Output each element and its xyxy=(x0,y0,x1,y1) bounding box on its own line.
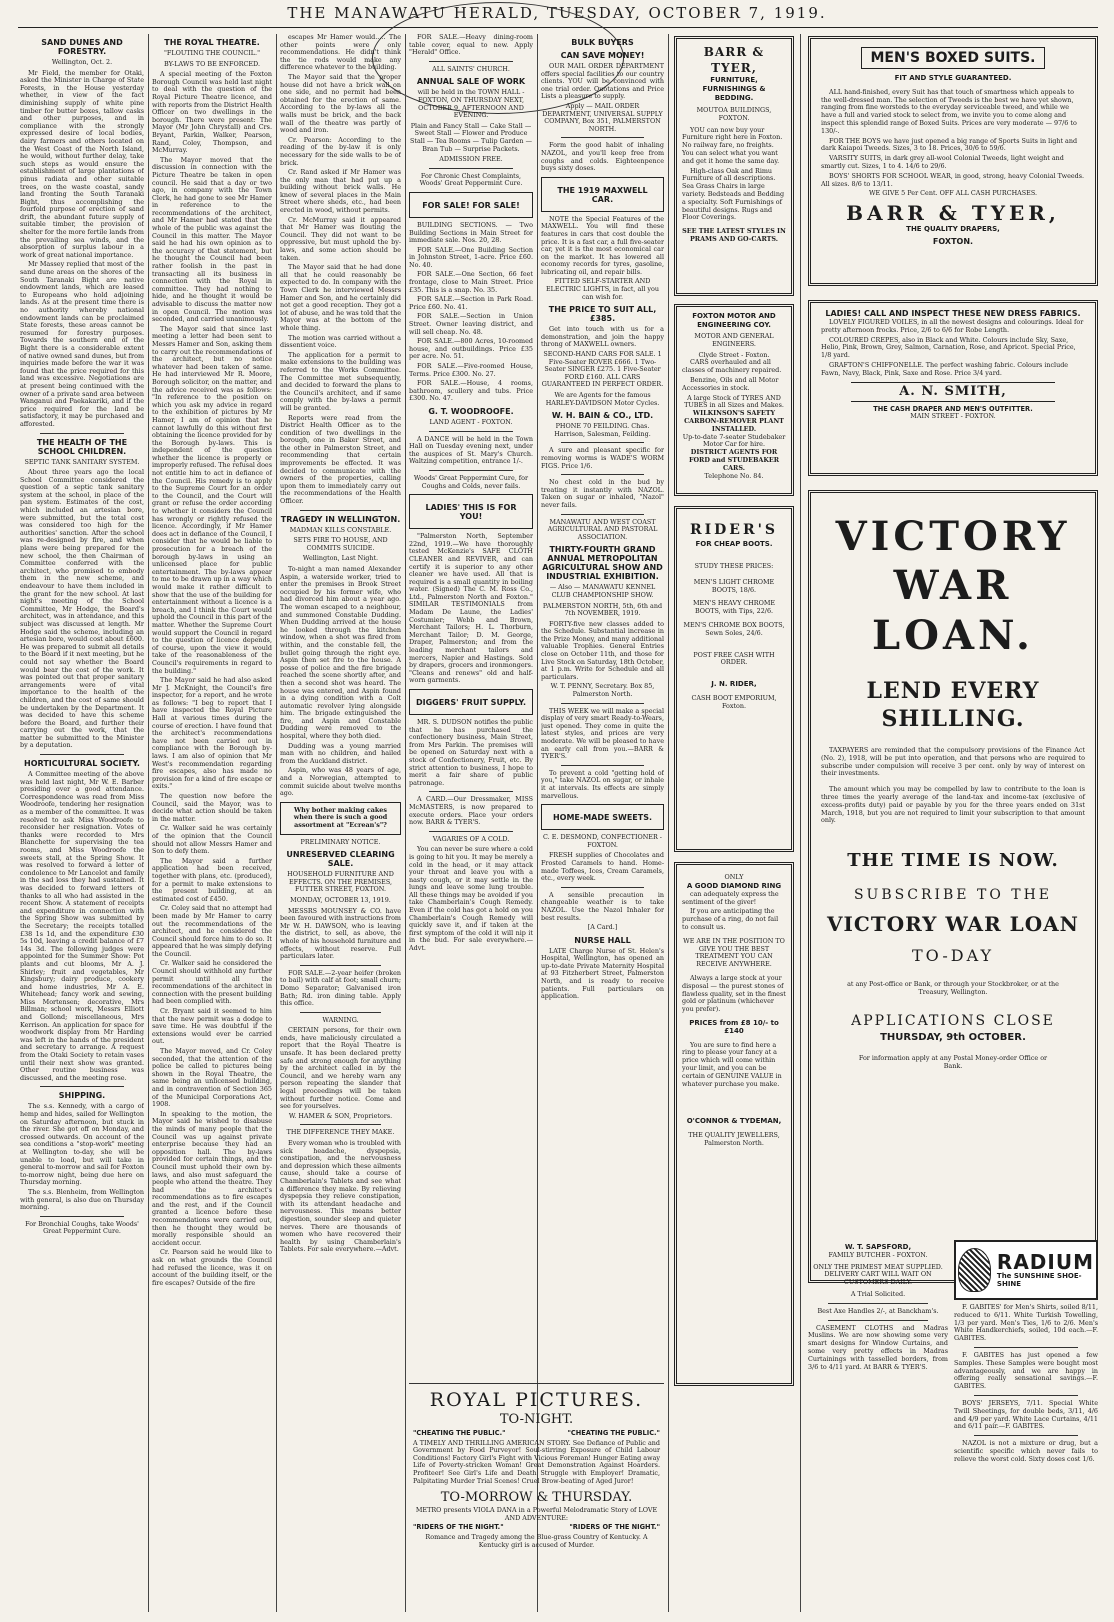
ad-text: A large Stock of TYRES AND TUBES in all Sizes and Makes. xyxy=(684,393,784,410)
column-rule xyxy=(800,34,801,1612)
nazol-ad: To prevent a cold "getting hold of you," take NAZOL on sugar, or inhale it at intervals. Its effects are simply marvellous. xyxy=(541,768,664,800)
article-paragraph: To-night a man named Alexander Aspin, a waterside worker, tried to enter the premises in Brook Street occupied by his former wife, who had divorced him about a year ago. The woman escaped to a neighbour, and summoned Constable Dudding. When Dudding arrived at the house he looked through the kitchen window, when a shot was fired from within, and the constable fell, the bullet going through the right eye. Aspin then set fire to the house. A posse of police and the fire brigade reached the scene shortly after, and then a second shot was heard. The house was entered, and Aspin found in a dying condition with a Colt automatic revolver lying alongside him. The brigade extinguished the fire, and Aspin and Constable Dudding were removed to the hospital, where they both died. xyxy=(280,565,401,741)
subheadline: MADMAN KILLS CONSTABLE. xyxy=(289,525,392,534)
face-illustration-icon xyxy=(958,1248,991,1292)
divider xyxy=(300,1124,381,1125)
ad-text: We are Agents for the famous HARLEY-DAVIDSON Motor Cycles. xyxy=(545,391,660,407)
article-paragraph: Aspin, who was 48 years of age, and a Norwegian, attempted to commit suicide about twelve months ago. xyxy=(280,766,401,798)
ad-text: F. GABITES has just opened a few Samples. These Samples were bought most advantageously, and we are happy in offering really sensational savings.—F. GABITES. xyxy=(954,1350,1098,1391)
ad-text: A TIMELY AND THRILLING AMERICAN STORY. See Defiance of Public and Government by Food Purveyor! Soul-stirring Exposure of Child Labour Conditions! Factory Girl's Fight with Vicious Foreman! Hunger Eating away Life of Poverty-stricken Woman! Great Demonstration Against Hoarders. Profiteer! See Girl's Life and Death Struggle with Employer! Dramatic, Palpitating Murder Trial Scenes! Cruel Brow-beating of Aged Juror! xyxy=(413,1438,660,1485)
ad-text: PALMERSTON NORTH, 5th, 6th and 7th NOVEMBER, 1919. xyxy=(542,601,663,618)
radium-logo-box xyxy=(954,1240,1098,1300)
ad-text: HOUSEHOLD FURNITURE AND EFFECTS. ON THE PREMISES, FUTTER STREET, FOXTON. xyxy=(287,870,394,894)
ad-heading: VAGARIES OF A COLD. xyxy=(432,834,510,843)
headline-school-health: THE HEALTH OF THE SCHOOL CHILDREN. xyxy=(36,437,128,456)
ad-heading: LADIES' THIS IS FOR YOU! xyxy=(425,503,517,522)
ad-subtitle: SUBSCRIBE TO THE xyxy=(853,887,1053,904)
article-paragraph: Reports were read from the District Health Officer as to the condition of two dwellings in the borough, one in Baker Street, and the other in Palmerston Street, and recommending that certain improvements be effected. It was decided to communicate with the owners of the properties, calling upon them to immediately carry out the recommendations of the Health Officer. xyxy=(280,413,401,506)
an-smith-ad xyxy=(808,300,1098,476)
headline-horticultural: HORTICULTURAL SOCIETY. xyxy=(24,759,140,769)
ad-text: will be held in the TOWN HALL - FOXTON, ON THURSDAY NEXT, OCTOBER 9, AFTERNOON AND EVENING. xyxy=(417,88,525,120)
divider xyxy=(40,1216,124,1217)
headline-tragedy: TRAGEDY IN WELLINGTON. xyxy=(280,514,401,524)
film-title: "CHEATING THE PUBLIC." xyxy=(567,1429,660,1437)
ad-subtitle: MOTOR AND GENERAL ENGINEERS. xyxy=(694,332,774,348)
article-paragraph: The question now before the Council, said the Mayor, was to decide what action should be taken in the matter. xyxy=(152,792,272,823)
article-paragraph: escapes Mr Hamer would..... The other points were only recommendations. He didn't think the tie rods would make any difference whatever to the building. xyxy=(280,34,401,72)
ad-text: FOXTON. xyxy=(932,236,974,246)
ad-text: can adequately express the sentiment of the giver! xyxy=(682,889,779,906)
article-paragraph: Cr. Walker said he considered the Council should withhold any further permit until all the recommendations of the architect in connection with the present building had been complied with. xyxy=(152,959,272,1006)
column-1 xyxy=(20,34,144,1614)
listing: FOR SALE.—House, 4 rooms, bathroom, scullery and tubs. Price £300. No. 47. xyxy=(409,379,533,403)
column-6 xyxy=(674,36,794,1608)
ad-title: VICTORY xyxy=(835,513,1071,560)
nazol-ad: NAZOL is not a mixture or drug, but a scientific specific which never fails to relieve the worst cold. Sixty doses cost 1/6. xyxy=(954,1439,1098,1463)
ad-text: FORTY-five new classes added to the Schedule. Substantial increase in the Prize Money, and many additional valuable Trophies. General Entries close on October 11th, and those for Live Stock on Saturday, 18th October, at 1 p.m. Write for Schedule and all particulars. xyxy=(541,619,664,681)
victory-loan-ad xyxy=(808,490,1098,1283)
column-rule xyxy=(537,34,538,1612)
price-item: MEN'S HEAVY CHROME BOOTS, with Tips, 22/6. xyxy=(692,599,776,616)
divider xyxy=(974,1435,1078,1436)
for-sale-box xyxy=(409,192,533,218)
headline-shipping: SHIPPING. xyxy=(58,1091,106,1101)
ad-company: A. N. SMITH, xyxy=(851,382,1055,402)
ad-company: J. N. RIDER, xyxy=(711,680,757,689)
article-paragraph: The Mayor said that he had done all that he could reasonably be expected to do. In company with the Town Clerk he interviewed Messrs Hamer and Son, and he certainly did not get a good reception. They got a lot of abuse, and he was told that the Mayor was at the bottom of the whole thing. xyxy=(280,263,401,332)
clearing-sale-heading: UNRESERVED CLEARING SALE. xyxy=(286,850,395,869)
ad-text: at any Post-office or Bank, or through your Stockbroker, or at the Treasury, Wellington. xyxy=(847,980,1059,996)
article-paragraph: The Mayor said he had also asked Mr J. McKnight, the Council's fire inspector, for a report, and he wrote as follows: "I beg to report that I have inspected the Royal Picture Hall at various times during the course of erection. I have found that the architect's recommendations have not been carried out in compliance with the Borough by-laws. I am also of opinion that Mr West's recommendation regarding fire escapes, also has made no provision for a kind of fire escape or exits." xyxy=(152,676,272,791)
ad-text: MESSRS MOUNSEY & CO. have been favoured with instructions from Mr W. H. DAWSON, who is leaving the district, to sell, as above, the whole of his household furniture and effects, without reserve. Full particulars later. xyxy=(280,906,401,961)
ad-text: ADMISSION FREE. xyxy=(439,155,503,164)
ad-text: YOU can now buy your Furniture right here in Foxton. No railway fare, no freights. You can select what you want and get it home the same day. xyxy=(682,125,783,165)
subheadline: SETS FIRE TO HOUSE, AND COMMITS SUICIDE. xyxy=(293,536,388,552)
ad-text: The amount which you may be compelled by law to contribute to the loan is three times the yearly average of the land-tax and income-tax (exclusive of excess-profits duty) paid or payable by you for the three years ended on 31st March, 1918, but you are not required to limit your subscription to that amount only. xyxy=(821,785,1085,825)
divider xyxy=(429,168,513,169)
divider xyxy=(300,965,381,966)
sweets-box xyxy=(541,804,664,830)
ad-text: [A Card.] xyxy=(587,923,618,932)
ad-subtitle: TO-MORROW & THURSDAY. xyxy=(440,1490,633,1506)
ad-title: LADIES! CALL AND INSPECT THESE NEW DRESS FABRICS. xyxy=(825,309,1081,318)
article-paragraph: Mr Massey replied that most of the sand dune areas on the shores of the South Taranaki Bight are native endowment lands, which are leased to Europeans who hold adjoining lands. As at the present time there is no authority whereby national endowment lands can be proclaimed State forests, these areas cannot be resumed for forestry purposes. Towards the southern end of the Bight there is a considerable extent of native owned sand dunes, but from inquiries made before the war it was found that the price required for this land was excessive. Negotiations are at present being continued with the owner of a private sand area between Wanganui and Paekakariki, and if the price required for the land be satisfactory, it may be purchased and afforested. xyxy=(20,260,144,428)
article-paragraph: In speaking to the motion, the Mayor said he wished to disabuse the minds of many people that the Council was up against private enterprise because they had an opposition hall. The by-laws provided for certain things, and the Council must uphold their own by-laws, and also must safeguard the people who attend the theatre. They had the architect's recommendations as to fire escapes and the rest, and if the Council granted a licence before these recommendations were carried out, then he thought they would be morally responsible should an accident occur. xyxy=(152,1109,272,1247)
divider xyxy=(40,433,124,434)
divider xyxy=(828,1320,928,1321)
sale-of-work-heading: ANNUAL SALE OF WORK xyxy=(416,77,526,87)
article-paragraph: Cr. Rand asked if Mr Hamer was the only man that had put up a building without brick walls. He knew of several places in the Main Street where sheds, etc., had been erected in wood, without permits. xyxy=(280,168,401,215)
ad-subtitle: APPLICATIONS CLOSE xyxy=(851,1012,1055,1029)
column-2 xyxy=(152,34,272,1614)
article-paragraph: Cr. Coley said that no attempt had been made by Mr Hamer to carry out the recommendations of the architect, and he considered the Council should force him to do so. It appeared that he was simply defying the Council. xyxy=(152,904,272,958)
ad-subtitle: FURNITURE, FURNISHINGS & BEDDING. xyxy=(702,76,766,102)
ad-heading: NURSE HALL xyxy=(574,935,631,945)
divider xyxy=(429,791,513,792)
divider xyxy=(561,474,644,475)
foxton-motor-box xyxy=(674,304,794,496)
article-paragraph: A Committee meeting of the above was held last night, Mr W. E. Barber presiding over a good attendance. Correspondence was read from Miss Woodroofe, tendering her resignation as a member of the committee. It was resolved to ask Miss Woodroofe to reconsider her resignation. Votes of thanks were recorded to Mrs Blanchette for supervising the tea rooms, and Miss Woodroofe the sweets stall, at the Spring Show. It was resolved to forward a letter of condolence to Mr Lancelot and family in the sad loss they had sustained. It was decided to forward letters of thanks to all who had assisted in the recent Show. A statement of receipts and expenditure in connection with the Spring Show was submitted by the Secretary; the receipts totalled £38 1s 1d, and the expenditure £30 5s 10d, leaving a credit balance of £7 14s 3d. The following judges were appointed for the Summer Show: Pot plants and cut blooms, Mr A. J. Shirley; fruit and vegetables, Mr Kingsbury; dairy produce, cookery and home industries, Mr A. E. Whitehead; fancy work and sewing, Miss Mortensen; decorative, Mrs Billman; school work, Messrs Elliott and Gollond; miscellaneous, Mrs Kerrison. An application for space for woodwork display from Mr Harding was left in the hands of the president and secretary to arrange. A request from the Otaki Society to retain vases until their next show was granted. Other routine business was discussed, and the meeting rose. xyxy=(20,770,144,1082)
ad-text: CASEMENT CLOTHS and Madras Muslins. We are now showing some very smart designs for Window Curtains, and some very pretty effects in Madras Curtainings with tasselled borders, from 3/6 to 4/11 yard. At BARR & TYER'S. xyxy=(808,1323,948,1371)
article-paragraph: The Mayor moved that the discussion in connection with the Picture Theatre be taken in open council. He said that a day or two ago, in company with the Town Clerk, he had gone to see Mr Hamer in reference to the recommendations of the architect, and Mr Hamer had stated that the whole of the public was against the Council in this matter. The Mayor said he had his own opinion as to the accuracy of that statement, but he thought the Council had been rather foolish in the past in transacting all its business in connection with the Royal in committee. They had nothing to hide, and he thought it would be advisable to discuss the matter now in open Council. The motion was seconded, and carried unanimously. xyxy=(152,155,272,324)
ad-text: High-class Oak and Rimu Furniture of all descriptions. Sea Grass Chairs in large variety. Bedsteads and Bedding a specialty. Soft Furnishings of beautiful designs. Rugs and Floor Coverings. xyxy=(682,166,785,222)
ad-subtitle: TO-DAY xyxy=(911,946,995,966)
listing: FOR SALE.—One Section, 66 feet frontage, close to Main Street. Price £35. This is a snap. No. 35. xyxy=(409,270,533,294)
ad-text: POST FREE CASH WITH ORDER. xyxy=(693,650,775,667)
ad-signature: W. T. PENNY, Secretary. Box 85, Palmerston North. xyxy=(550,682,655,699)
show-heading: THIRTY-FOURTH GRAND ANNUAL METROPOLITAN AGRICULTURAL SHOW AND INDUSTRIAL EXHIBITION. xyxy=(542,545,663,582)
ad-text: COLOURED CREPES, also in Black and White. Colours include Sky, Saxe, Helio, Pink, Brown, Grey, Salmon, Carnation, Rose, and Apricot. Special Price, 1/8 yard. xyxy=(821,335,1076,360)
ad-text: VARSITY SUITS, in dark grey all-wool Colonial Tweeds, light weight and smartly cut. Sizes, 1 to 4. 14/6 to 29/6. xyxy=(821,154,1064,170)
ad-text: LOVELY FIGURED VOILES, in all the newest designs and colourings. Ideal for pretty afternoon frocks. Price, 2/6 to 6/6 for Robe Length. xyxy=(821,318,1084,334)
radium-logo: RADIUM xyxy=(996,1250,1094,1275)
divider xyxy=(40,1086,124,1087)
listing: FOR SALE.—800 Acres, 10-roomed house, and outbuildings. Price £35 per acre. No. 51. xyxy=(409,337,533,361)
film-titles xyxy=(413,1524,660,1532)
bottom-left-ads xyxy=(808,1240,948,1608)
ad-text: MOUTOA BUILDINGS, FOXTON. xyxy=(696,106,772,122)
ad-heading: THE 1919 MAXWELL CAR. xyxy=(557,185,648,204)
ad-text: TAXPAYERS are reminded that the compulsory provisions of the Finance Act (No. 2), 1918, will be put into operation, and that persons who are required to subscribe under compulsion will receive 3 per cent. only by way of interest on their investments. xyxy=(821,746,1085,778)
ad-text: METRO presents VIOLA DANA in a Powerful Melodramatic Story of LOVE AND ADVENTURE: xyxy=(415,1506,658,1522)
dateline: Wellington, Last Night. xyxy=(302,554,379,563)
ad-text: Benzine, Oils and all Motor Accessories in stock. xyxy=(682,375,779,392)
ad-date: MONDAY, OCTOBER 13, 1919. xyxy=(290,895,391,904)
ad-subtitle: THURSDAY, 9th OCTOBER. xyxy=(880,1031,1026,1043)
diggers-box xyxy=(409,689,533,715)
column-3 xyxy=(280,34,401,1614)
ad-text: "Palmerston North, September 22nd, 1919.—We have thoroughly tested McKenzie's SAFE CLOTH CLEANER and REVIVER, and can certify it is superior to any other cleaner we have used. All that is required is a small quantity in boiling water. (Signed) The C. M. Ross Co., Ltd., Palmerston North and Foxton." SIMILAR TESTIMONIALS from Madam De Laune, the Ladies' Costumier; Webb and Brown, Merchant Tailors; H. L. Thorburn, Merchant Tailor; D. M. George, Draper, Palmerston; and from the leading merchant tailors and mercers, Napier and Hastings. Sold by drapers, grocers and ironmongers. "Cleans and renews" old and half-worn garments. xyxy=(409,532,533,685)
divider xyxy=(40,754,124,755)
divider xyxy=(561,887,644,888)
ad-text: ONLY xyxy=(724,873,744,881)
ad-text: PHONE 70 FEILDING. Chas. Harrison, Salesman, Feilding. xyxy=(554,422,651,438)
divider xyxy=(974,1347,1078,1348)
ad-subtitle: THE TIME IS NOW. xyxy=(847,850,1059,872)
ad-subtitle: VICTORY WAR LOAN xyxy=(827,912,1079,937)
ad-heading: MANAWATU AND WEST COAST AGRICULTURAL AND PASTORAL ASSOCIATION. xyxy=(547,517,658,541)
ad-text: F. GABITES' for Men's Shirts, soiled 8/11, reduced to 6/11. White Turkish Towelling, 1/3 per yard. Men's Ties, 1/6 to 2/6. Men's White Handkerchiefs, soiled, 10d each.—F. GABITES. xyxy=(954,1303,1098,1343)
maxwell-box xyxy=(541,177,664,212)
ladies-box xyxy=(409,494,533,529)
ad-text: A Trial Solicited. xyxy=(850,1289,906,1298)
divider xyxy=(300,510,381,511)
ad-text: NOTE the Special Features of the MAXWELL. You will find these features in cars that cost double the price. It is a fast car, a full five-seater car, yet it is the most economical car on the market. It has lowered all economy records for tyres, gasoline, lubricating oil, and repair bills. xyxy=(541,214,664,276)
divider xyxy=(300,1012,381,1013)
film-title: "RIDERS OF THE NIGHT." xyxy=(413,1523,504,1532)
ad-text: THIS WEEK we will make a special display of very smart Ready-to-Wears, just opened. They come in quite the latest styles, and prices are very moderate. We will be pleased to have an early call from you.—BARR & TYER'S. xyxy=(541,706,664,761)
cakes-ad: Why bother making cakes when there is such a good assortment at "Ecrean's"? xyxy=(280,802,401,835)
listing: FOR SALE.—One Building Section in Johnston Street, 1-acre. Price £60. No. 40. xyxy=(409,245,533,269)
article-paragraph: A special meeting of the Foxton Borough Council was held last night to deal with the question of the Royal Picture Theatre licence, and with reports from the District Health Officer on two dwellings in the borough. There were present: The Mayor (Mr John Chrystall) and Crs. Bryant, Parkin, Walker, Pearson, Rand, Coley, Thompson, and McMurray. xyxy=(152,70,272,155)
ad-text: STUDY THESE PRICES: xyxy=(694,562,774,570)
ad-text: Get into touch with us for a demonstration, and join the happy throng of MAXWELL owners. xyxy=(541,325,664,349)
ad-text: DISTRICT AGENTS FOR FORD and STUDEBAKER CARS. xyxy=(688,448,780,472)
ad-heading: WARNING. xyxy=(322,1015,359,1024)
ad-text: OUR MAIL ORDER DEPARTMENT offers special facilities to our country clients. YOU will be convinced with one trial order. Quotations and Price Lists a pleasure to supply. xyxy=(541,62,664,101)
ad-text: CASH BOOT EMPORIUM, Foxton. xyxy=(691,693,777,710)
royal-pictures-ad xyxy=(409,1383,664,1612)
ad-text: WILKINSON'S SAFETY CARBON-REMOVER PLANT INSTALLED. xyxy=(684,409,784,433)
divider xyxy=(561,442,644,443)
ad-text: For information apply at any Postal Money-order Office or Bank. xyxy=(858,1053,1048,1070)
film-title: "CHEATING THE PUBLIC." xyxy=(413,1429,506,1437)
divider xyxy=(429,61,513,62)
ad-text: Always a large stock at your disposal — the purest stones of flawless quality, set in the finest gold or platinum (whichever you prefer). xyxy=(682,973,786,1014)
ad-text: CARS overhauled and all classes of machinery repaired. xyxy=(682,358,782,375)
warning-ad: CERTAIN persons, for their own ends, have maliciously circulated a report that the Royal Theatre is unsafe. It has been declared pretty safe and strong enough for anything by the architect called in by the Council, and we hereby warn any person repeating the slander that legal proceedings will be taken without further notice. Come and see for yourselves. xyxy=(280,1026,401,1111)
peppermint-cure-ad: For Bronchial Coughs, take Woods' Great Peppermint Cure. xyxy=(25,1219,139,1236)
ad-subtitle: FIT AND STYLE GUARANTEED. xyxy=(894,74,1012,82)
ad-subtitle: LEND EVERY SHILLING. xyxy=(866,678,1040,732)
save-money-heading: CAN SAVE MONEY! xyxy=(560,51,645,60)
ad-text: The SUNSHINE SHOE-SHINE xyxy=(996,1272,1082,1288)
classified-ad: FOR SALE.—Heavy dining-room table cover, equal to new. Apply "Herald" Office. xyxy=(409,34,533,57)
ad-title: WAR LOAN. xyxy=(872,562,1034,659)
column-rule xyxy=(276,34,277,1612)
listing: FOR SALE.—Section in Park Road. Price £60. No. 41. xyxy=(409,295,533,311)
article-paragraph: The s.s. Kennedy, with a cargo of hemp and hides, sailed for Wellington on Saturday afternoon, but stuck in the river. She got off on Monday, and crossed outwards. On account of the sea conditions a "stop-work" meeting at Wellington to-day, she will be unable to load, but will take in general to-morrow and sail for Foxton to-morrow night, being due here on Thursday morning. xyxy=(20,1102,144,1187)
ad-text: You can never be sure where a cold is going to hit you. It may be merely a cold in the head, or it may attack your throat and leave you with a nasty cough, or it may settle in the lungs and leave some lung trouble. All these things may be avoided if you take Chamberlain's Cough Remedy. Even if the cold has got a hold on you Chamberlain's Cough Remedy will quickly save it, and if taken at the first symptom of the cold it will nip it in the bud. For sale everywhere.—Advt. xyxy=(409,845,533,953)
ad-signature: W. HAMER & SON, Proprietors. xyxy=(288,1111,393,1120)
ad-text: LATE Charge Nurse of St. Helen's Hospital, Wellington, has opened an up-to-date Private Maternity Hospital at 93 Fitzherbert Street, Palmerston North, and is ready to receive patients. Full particulars on application. xyxy=(541,946,664,1001)
ad-subtitle: TO-NIGHT. xyxy=(499,1412,574,1427)
nazol-ad: A sensible precaution in changeable weather is to take NAZOL. Use the Nazol Inhaler for best results. xyxy=(541,890,664,922)
ad-company: O'CONNOR & TYDEMAN, xyxy=(686,1117,782,1126)
article-paragraph: The Mayor said a further application had been received, together with plans, etc. (produced), for a permit to make extensions to the present building, at an estimated cost of £450. xyxy=(152,856,272,903)
nazol-ad: Form the good habit of inhaling NAZOL, and you'll keep free from coughs and colds. Eighteenpence buys sixty doses. xyxy=(541,141,664,173)
article-paragraph: Cr. Walker said he was certainly of the opinion that the Council should not allow Messrs Hamer and Son to defy them. xyxy=(152,824,272,856)
column-5 xyxy=(541,34,664,1379)
divider xyxy=(974,1395,1078,1396)
film-title: "RIDERS OF THE NIGHT." xyxy=(569,1523,660,1532)
ad-text: WE GIVE 5 Per Cent. OFF ALL CASH PURCHASES. xyxy=(868,189,1038,198)
ad-text: MAIN STREET - FOXTON. xyxy=(910,412,996,421)
boxed-suits-ad xyxy=(808,36,1098,286)
ad-title: A GOOD DIAMOND RING xyxy=(686,881,782,890)
price-item: MEN'S LIGHT CHROME BOOTS, 18/6. xyxy=(693,577,775,594)
article-paragraph: Cr. Bryant said it seemed to him that the new permit was a dodge to save time. He was doubtful if the extensions would ever be carried out. xyxy=(152,1007,272,1046)
ad-text: SECOND-HAND CARS FOR SALE. 1 Five-Seater ROVER £666. 1 Two-Seater SINGER £275. 1 Five-Seater FORD £160. ALL CARS GUARANTEED IN PERFECT ORDER. xyxy=(541,350,664,389)
column-4 xyxy=(409,34,533,1379)
article-paragraph: Dudding was a young married man with no children, and hailed from the Auckland district. xyxy=(280,741,401,765)
ad-subtitle: FOR CHEAP BOOTS. xyxy=(695,540,773,548)
article-paragraph: The application for a permit to make extensions to the building was referred to the Works Committee. The Committee met subsequently, and decided to forward the plans to the Council's architect, and if same comply with the by-laws a permit will be granted. xyxy=(280,350,401,412)
ad-text: THE CASH DRAPER AND MEN'S OUTFITTER. xyxy=(873,404,1033,413)
ad-company: W. T. SAPSFORD, xyxy=(844,1243,912,1251)
column-rule xyxy=(148,34,149,1612)
article-paragraph: The Mayor moved, and Cr. Coley seconded, that the attention of the police be called to pictures being shown in the Royal Theatre, the same being an unlicensed building, and in contravention of Section 365 of the Municipal Corporations Act, 1908. xyxy=(152,1047,272,1109)
barr-tyer-furniture-box xyxy=(674,36,794,296)
ad-text: Plain and Fancy Stall — Cake Stall — Sweet Stall — Flower and Produce Stall — Tea Rooms — Tulip Garden — Bran Tub — Surprise Packets. xyxy=(410,121,532,153)
subheadline: SEPTIC TANK SANITARY SYSTEM. xyxy=(24,457,140,466)
ad-text: SEE THE LATEST STYLES IN PRAMS AND GO-CARTS. xyxy=(682,227,786,243)
ad-text: You are sure to find here a ring to please your fancy at a price which will come within your limit, and you can be certain of GENUINE VALUE in whatever purchase you make. xyxy=(682,1040,782,1088)
ad-text: FRESH supplies of Chocolates and Frosted Caramels to hand. Home-made Toffees, Ices, Cream Caramels, etc., every week. xyxy=(541,851,664,883)
divider xyxy=(561,137,644,138)
ad-text: GRAFTON'S CHIFFONELLE. The perfect washing fabric. Colours include Fawn, Navy, Black, Pink, Saxe and Rose. Price 3/4 yard. xyxy=(821,360,1069,377)
ad-text: A sure and pleasant specific for removing worms is WADE'S WORM FIGS. Price 1/6. xyxy=(541,446,664,470)
divider xyxy=(828,1303,928,1304)
ad-heading: ALL SAINTS' CHURCH. xyxy=(432,64,510,73)
article-paragraph: The motion was carried without a dissentient voice. xyxy=(280,333,401,350)
ad-text: Romance and Tragedy among the Blue-grass Country of Kentucky. A Kentucky girl is accused of Murder. xyxy=(425,1532,648,1549)
peppermint-cure-ad: Woods' Great Peppermint Cure, for Coughs and Colds, never fails. xyxy=(413,473,529,490)
ad-title: RIDER'S xyxy=(689,522,779,538)
column-rule xyxy=(405,34,406,1612)
nazol-ad: No chest cold in the bud by treating it instantly with NAZOL. Taken on sugar or inhaled, "Nazol" never fails. xyxy=(541,478,664,509)
ad-heading: PRELIMINARY NOTICE. xyxy=(300,837,381,846)
ad-title: BARR & TYER, xyxy=(703,45,765,75)
ad-heading: DIGGERS' FRUIT SUPPLY. xyxy=(415,698,527,707)
ad-text: Best Axe Handles 2/-, at Banckham's. xyxy=(817,1306,939,1315)
listing: FOR SALE.—Section in Union Street. Owner leaving district, and will sell cheap. No. 48. xyxy=(409,312,533,336)
column-7 xyxy=(808,36,1098,1608)
agent-title: LAND AGENT - FOXTON. xyxy=(429,417,513,426)
divider xyxy=(561,765,644,766)
ad-text: If you are anticipating the purchase of a ring, do not fail to consult us. xyxy=(682,907,779,931)
ad-text: MR. S. DUDSON notifies the public that he has purchased the confectionery business, Main Street, from Mrs Parkin. The premises will be opened on Saturday next with a stock of Confectionery, Fruit, etc. By strict attention to business, I hope to merit a fair share of public patronage. xyxy=(409,718,533,787)
bottom-right-ads xyxy=(954,1240,1098,1608)
ad-text: FITTED SELF-STARTER AND ELECTRIC LIGHTS, in fact, all you can wish for. xyxy=(546,277,659,301)
ad-text: Up-to-date 7-seater Studebaker Motor Car for hire. xyxy=(682,432,786,449)
ad-heading: FOR SALE! FOR SALE! xyxy=(422,200,520,210)
ad-heading: THE DIFFERENCE THEY MAKE. xyxy=(286,1128,395,1137)
ad-text: THE QUALITY DRAPERS, xyxy=(906,225,1000,234)
ad-price: THE PRICE TO SUIT ALL, £385. xyxy=(548,305,657,324)
article-paragraph: About three years ago the local School Committee considered the question of a septic tank sanitary system at the school, in place of the pan system. Estimates of the cost, which included an artesian bore, were submitted, but the total cost was considered too high for the authorities' sanction. After the school was re-designed by fire, and when plans were being prepared for the new school, the then Chairman of Committee conferred with the architect, who promised to embody them in the new scheme, and endeavour to have them included in the grant for the new school. At last night's meeting of the School Committee, Mr Hodge, the Board's architect, was in attendance, and this subject was discussed at length. Mr Hodge said the scheme, including an artesian bore, would cost about £600. He was prepared to submit all details to the Board if it next meeting, but he could not say whether the Board would bear the cost of the work. It was pointed out that proper sanitary arrangements were of vital importance to the health of the children, and the cost of same should be undertaken by the Department. It was decided to have this scheme before the Board, and further their carrying out the work, that the matter be submitted to the Minister by a deputation. xyxy=(20,468,144,750)
divider xyxy=(561,514,644,515)
ad-text: FAMILY BUTCHER - FOXTON. xyxy=(828,1250,928,1259)
ad-company: BARR & TYER, xyxy=(846,201,1060,226)
article-paragraph: Cr. McMurray said it appeared that Mr Hamer was flouting the Council. They did not want to be oppressive, but must uphold the by-laws, and some action should be taken. xyxy=(280,215,401,262)
ad-heading: HOME-MADE SWEETS. xyxy=(552,813,653,823)
headline-sand-dunes: SAND DUNES AND FORESTRY. xyxy=(41,38,123,56)
ad-company: W. H. BAIN & CO., LTD. xyxy=(551,411,654,421)
ad-title: FOXTON MOTOR AND ENGINEERING COY. xyxy=(692,312,776,329)
diamond-ring-box xyxy=(674,862,794,1386)
subheadline: BY-LAWS TO BE ENFORCED. xyxy=(164,59,260,68)
ad-text: ONLY THE PRIMEST MEAT SUPPLIED. DELIVERY CART WILL WAIT ON CUSTOMERS DAILY. xyxy=(813,1262,943,1287)
peppermint-cure-ad: For Chronic Chest Complaints, Woods' Great Peppermint Cure. xyxy=(419,171,523,188)
headline-royal-theatre: THE ROYAL THEATRE. xyxy=(164,38,260,47)
listing: FOR SALE.—Five-roomed House, Terms. Price £300. No. 27. xyxy=(409,362,533,378)
ad-text: BOYS' SHORTS FOR SCHOOL WEAR, in good, strong, heavy Colonial Tweeds. All sizes. 8/6 to 13/11. xyxy=(821,171,1085,188)
ad-title: MEN'S BOXED SUITS. xyxy=(861,47,1045,69)
agent-name: G. T. WOODROOFE. xyxy=(428,406,514,416)
ad-text: ALL hand-finished, every Suit has that touch of smartness which appeals to the well-dressed man. The selection of Tweeds is the best we have yet shown, ranging from fine worsteds to the everyday serviceable tweed, and while we have a full and varied stock to select from, we invite you to come along and inspect this splendid range of Boxed Suits. Prices are very moderate — 97/6 to 130/-. xyxy=(821,87,1077,135)
ad-text: BOYS' JERSEYS, 7/11. Special White Twill Sheetings, for double beds, 3/11, 4/6 and 4/9 per yard. White Lace Curtains, 4/11 and 6/11 pair.—F. GABITES. xyxy=(954,1398,1098,1431)
column-rule xyxy=(668,34,669,1612)
ad-price: PRICES from £8 10/- to £140 xyxy=(689,1018,779,1035)
ad-text: WE ARE IN THE POSITION TO GIVE YOU THE BEST TREATMENT YOU CAN RECEIVE ANYWHERE. xyxy=(683,936,785,969)
divider xyxy=(429,831,513,832)
article-paragraph: Mr Field, the member for Otaki, asked the Minister in Charge of State Forests, in the House yesterday whether, in view of the fact diminishing supply of white pine timber for butter boxes, tallow casks and other purposes, and in compliance with the strongly expressed desire of local bodies, dairy farmers and others located on the West Coast of the North Island, he would, without further delay, take such steps as would ensure the establishment of large plantations of pinus radiata and other suitable trees, on the waste coastal, sandy land fronting the South Taranaki Bight, thus accomplishing the fourfold purpose of erection of sand drift, the abundant future supply of suitable timber, the provision of shelter for the more fertile lands from the prevailing sea winds, and the absorption of surplus labour in a work of great national importance. xyxy=(20,68,144,259)
dateline: Wellington, Oct. 2. xyxy=(51,58,113,66)
subheadline: "FLOUTING THE COUNCIL." xyxy=(163,49,261,57)
ad-text: Clyde Street - Foxton. xyxy=(698,350,770,359)
article-paragraph: Cr. Pearson said he would like to ask on what grounds the Council had refused the licence, was it on account of the building itself, or the fire escapes? Outside of the fire xyxy=(152,1248,272,1287)
ad-title: ROYAL PICTURES. xyxy=(429,1389,644,1411)
ad-text: — Also — MANAWATU KENNEL CLUB CHAMPIONSHIP SHOW. xyxy=(549,583,656,599)
ad-text: A CARD.—Our Dressmaker, MISS McMASTERS, is now prepared to execute orders. Place your orders now. BARR & TYER'S. xyxy=(409,795,533,827)
classified-ad: FOR SALE.—2-year heifer (broken to bail) with calf at foot; small churn; Domo Separator; Galvanised iron Bath; Rd. iron dining table. Apply this office. xyxy=(280,968,401,1008)
dance-ad: A DANCE will be held in the Town Hall on Tuesday evening next, under the auspices of St. Mary's Church. Waltzing competition, entrance 1/-. xyxy=(409,434,533,466)
ad-text: Telephone No. 84. xyxy=(704,471,764,480)
riders-boots-box xyxy=(674,506,794,852)
article-paragraph: The Mayor said that the proper house did not have a brick wall on one side, and no permit had been obtained for the erection of same. According to the by-laws all the walls must be brick, and the back wall of the theatre was partly of wood and iron. xyxy=(280,72,401,135)
ad-text: C. E. DESMOND, CONFECTIONER - FOXTON. xyxy=(543,833,662,849)
film-titles xyxy=(413,1430,660,1438)
divider xyxy=(429,470,513,471)
divider xyxy=(561,703,644,704)
article-paragraph: The Mayor said that since last meeting a letter had been sent to Messrs Hamer and Son, asking them to carry out the recommendations of the architect, but no notice whatever had been taken of same. He had interviewed Mr R. Moore, Borough solicitor, on the matter, and the advice received was as follows: "In reference to the position on which you ask my advice in regard to the exhibition of pictures by Mr Hamer, I am of opinion that he cannot lawfully do this without first obtaining the licence provided for by the Borough by-laws. This is independent of the question whether the licence is properly or improperly refused. The refusal does not entitle him to act in defiance of the Council. His remedy is to apply to the Supreme Court for an order to the Council, and the Court will grant or refuse the order according to whether it considers the Council has wrongly or rightly refused the licence. Accordingly, if Mr Hamer does act in defiance of the Council, I consider that he would be liable to prosecution for a breach of the borough by-laws in using an unlicensed place for public entertainment. The by-laws appear to me to be drawn up in a way which would make it rather difficult to show that the use of the building for entertainment without a licence is a breach, and I think the Court would uphold the Council in this part of the matter. Whether the Supreme Court would support the Council in regard to the question of licence depends, of course, upon the view it would take of the reasonableness of the Council's requirements in regard to the building." xyxy=(152,324,272,675)
listing: BUILDING SECTIONS. — Two Building Sections in Main Street for immediate sale. Nos. 20, 28. xyxy=(409,220,533,245)
bulk-buyers-heading: BULK BUYERS xyxy=(571,38,634,47)
article-paragraph: The s.s. Blenheim, from Wellington with general, is also due on Thursday morning. xyxy=(20,1187,144,1212)
masthead: THE MANAWATU HERALD, TUESDAY, OCTOBER 7, 1919. xyxy=(287,4,827,22)
price-item: MEN'S CHROME BOX BOOTS, Sewn Soles, 24/6. xyxy=(683,620,785,637)
ad-text: Apply — MAIL ORDER DEPARTMENT, UNIVERSAL SUPPLY COMPANY, Box 351, PALMERSTON NORTH. xyxy=(542,101,663,133)
ad-text: FOR THE BOYS we have just opened a big range of Sports Suits in light and dark Kaiapoi Tweeds. Sizes, 3 to 18. Prices, 30/6 to 59/6. xyxy=(821,136,1078,153)
ad-text: THE QUALITY JEWELLERS, Palmerston North. xyxy=(688,1131,780,1147)
ad-text: Every woman who is troubled with sick headache, dyspepsia, constipation, and the nervousness and depression which these ailments cause, should take a course of Chamberlain's Tablets and see what a difference they make. By relieving dyspepsia they relieve constipation, with its attendant headache and nervousness. This means better digestion, sounder sleep and quieter nerves. There are thousands of women who have recovered their health by using Chamberlain's Tablets. For sale everywhere.—Advt. xyxy=(280,1139,401,1254)
divider xyxy=(429,431,513,432)
article-paragraph: Cr. Pearson: According to the reading of the by-law it is only necessary for the side walls to be of brick. xyxy=(280,135,401,167)
